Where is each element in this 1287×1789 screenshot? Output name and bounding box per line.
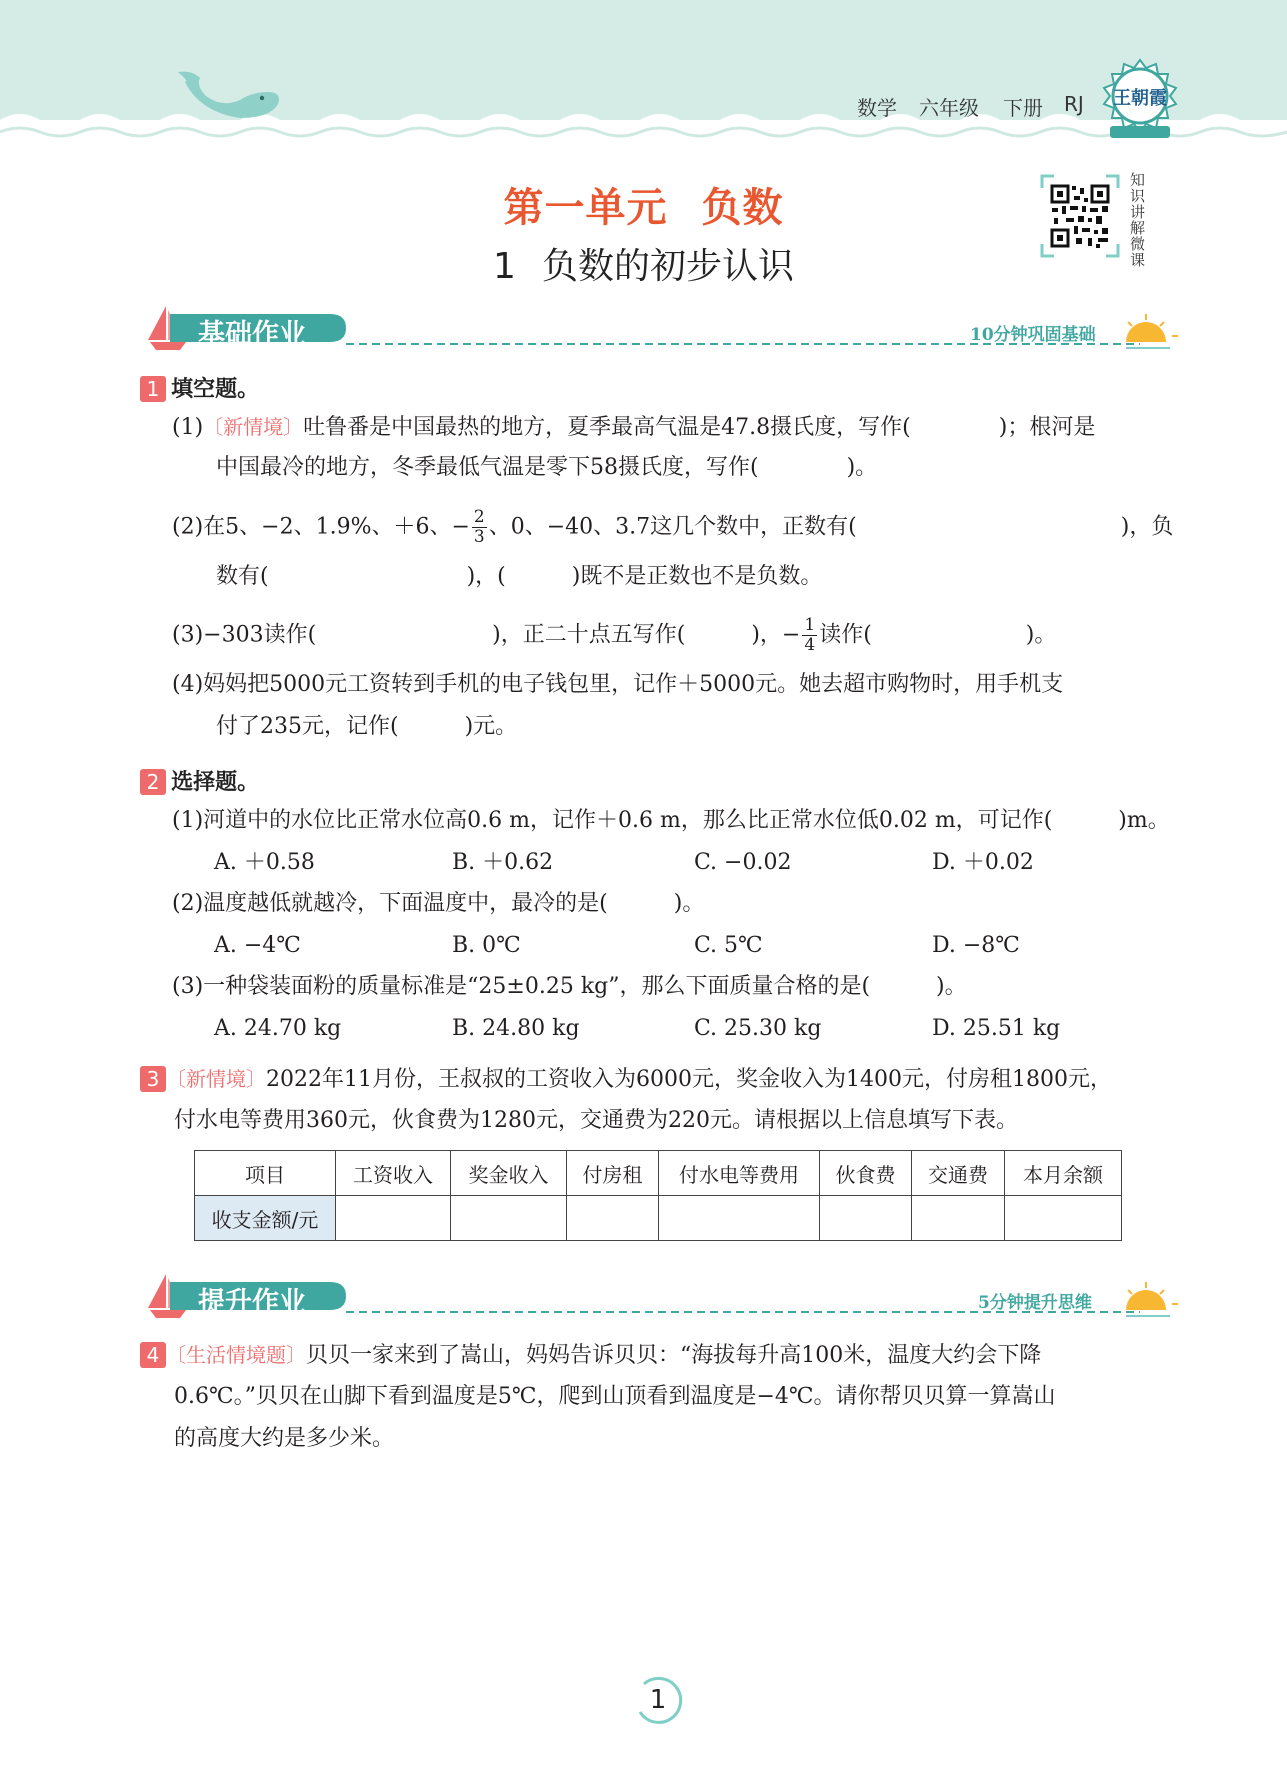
q4-number: 4 (140, 1342, 166, 1368)
q1-tag: 〔新情境〕 (203, 415, 304, 439)
q2-sub3: (3)一种袋装面粉的质量标准是“25±0.25 kg”，那么下面质量合格的是( )。 (172, 974, 967, 999)
fraction-one-quarter: $\frac{1}{4}$ (804, 615, 816, 655)
table-input-cell[interactable] (567, 1196, 659, 1241)
q2-sub2-option-d[interactable]: D. −8℃ (932, 933, 1020, 958)
q2-sub1-option-a[interactable]: A. ＋0.58 (214, 850, 315, 875)
q2-sub1-option-d[interactable]: D. ＋0.02 (932, 850, 1034, 875)
q2-sub3-option-d[interactable]: D. 25.51 kg (932, 1016, 1061, 1041)
table-header-cell: 本月余额 (1005, 1151, 1122, 1196)
q3-tag: 〔新情境〕 (166, 1067, 266, 1091)
table-input-cell[interactable] (820, 1196, 912, 1241)
q2-number: 2 (140, 769, 166, 795)
section-basic-title: 基础作业 (198, 319, 306, 350)
logo-text: 王朝霞 (1113, 88, 1167, 109)
q4-line3: 的高度大约是多少米。 (174, 1426, 395, 1451)
section-advanced-title: 提升作业 (198, 1287, 306, 1318)
q4-tag: 〔生活情境题〕 (166, 1343, 306, 1367)
q1-part4-line2: 付了235元，记作( )元。 (216, 714, 518, 739)
q2-sub2: (2)温度越低就越冷，下面温度中，最冷的是( )。 (172, 891, 705, 916)
q2-title: 选择题。 (171, 770, 260, 795)
table-input-cell[interactable] (659, 1196, 820, 1241)
fraction-two-thirds: $\frac{2}{3}$ (473, 507, 485, 547)
section-basic-time: 10分钟巩固基础 (970, 325, 1096, 345)
page-number-value: 1 (649, 1685, 667, 1715)
q2-header (140, 765, 259, 796)
publisher-logo (1100, 58, 1180, 144)
q2-sub2-option-a[interactable]: A. −4℃ (214, 933, 301, 958)
table-input-cell[interactable] (451, 1196, 567, 1241)
table-input-cell[interactable] (912, 1196, 1005, 1241)
q4-line1: 4 〔生活情境题〕贝贝一家来到了嵩山，妈妈告诉贝贝：“海拔每升高100米，温度大约会下降 (140, 1340, 1041, 1371)
table-header-cell: 伙食费 (820, 1151, 912, 1196)
q1-part1-line2: 中国最冷的地方，冬季最低气温是零下58摄氏度，写作( )。 (216, 455, 878, 480)
table-header-cell: 项目 (195, 1151, 336, 1196)
table-header-row (195, 1151, 1122, 1196)
q2-sub3-option-c[interactable]: C. 25.30 kg (694, 1016, 822, 1041)
table-header-cell: 付房租 (567, 1151, 659, 1196)
q3-line2: 付水电等费用360元，伙食费为1280元，交通费为220元。请根据以上信息填写下表。 (174, 1108, 1018, 1133)
header-banner (0, 0, 1287, 160)
sun-icon (1126, 1282, 1178, 1316)
table-row (195, 1196, 1122, 1241)
section-advanced (140, 1270, 1180, 1322)
q2-sub3-option-b[interactable]: B. 24.80 kg (452, 1016, 580, 1041)
q1-part1-line1: (1)〔新情境〕吐鲁番是中国最热的地方，夏季最高气温是47.8摄氏度，写作( )；根河是 (172, 415, 1096, 440)
table-header-cell: 奖金收入 (451, 1151, 567, 1196)
table-input-cell[interactable] (336, 1196, 451, 1241)
qr-label: 知识讲解微课 (1130, 171, 1146, 269)
section-basic (140, 302, 1180, 354)
q1-title: 填空题。 (171, 377, 260, 402)
qr-code[interactable] (1040, 174, 1120, 258)
q1-part2-line1: (2)在5、−2、1.9%、＋6、− $\frac{2}{3}$ 、0、−40、3.7这几个数中，正数有( )，负 (172, 507, 1174, 547)
q1-part2-line2: 数有( )，( )既不是正数也不是负数。 (216, 564, 823, 589)
unit-title: 第一单元 负数 (503, 185, 784, 231)
q1-header (140, 372, 259, 403)
q3-number: 3 (140, 1066, 166, 1092)
q2-sub2-option-c[interactable]: C. 5℃ (694, 933, 763, 958)
q2-sub2-option-b[interactable]: B. 0℃ (452, 933, 521, 958)
header-grade: 六年级 (919, 96, 979, 120)
table-header-cell: 付水电等费用 (659, 1151, 820, 1196)
q3-line1: 3 〔新情境〕2022年11月份，王叔叔的工资收入为6000元，奖金收入为1400元，付房租1800元， (140, 1064, 1112, 1095)
table-input-cell[interactable] (1005, 1196, 1122, 1241)
table-header-cell: 工资收入 (336, 1151, 451, 1196)
q1-number: 1 (140, 376, 166, 402)
q2-sub1-option-c[interactable]: C. −0.02 (694, 850, 792, 875)
q2-sub1: (1)河道中的水位比正常水位高0.6 m，记作＋0.6 m，那么比正常水位低0.02 m，可记作( )m。 (172, 808, 1170, 833)
header-volume: 下册 (1003, 96, 1043, 120)
table-header-cell: 交通费 (912, 1151, 1005, 1196)
lesson-title: 1 负数的初步认识 (493, 246, 794, 287)
page-number (630, 1672, 686, 1728)
q1-part4-line1: (4)妈妈把5000元工资转到手机的电子钱包里，记作＋5000元。她去超市购物时，用手机支 (172, 672, 1064, 697)
sun-icon (1126, 314, 1178, 348)
section-advanced-time: 5分钟提升思维 (978, 1293, 1092, 1313)
header-edition: RJ (1064, 92, 1084, 116)
income-expense-table (194, 1150, 1122, 1241)
q2-sub1-option-b[interactable]: B. ＋0.62 (452, 850, 554, 875)
header-subject: 数学 (857, 96, 897, 120)
q2-sub3-option-a[interactable]: A. 24.70 kg (214, 1016, 342, 1041)
q1-part3: (3)−303读作( )，正二十点五写作( )，− $\frac{1}{4}$ 读作( )。 (172, 615, 1057, 655)
q4-line2: 0.6℃。”贝贝在山脚下看到温度是5℃，爬到山顶看到温度是−4℃。请你帮贝贝算一算嵩山 (174, 1384, 1056, 1409)
table-row-label: 收支金额/元 (195, 1196, 336, 1241)
